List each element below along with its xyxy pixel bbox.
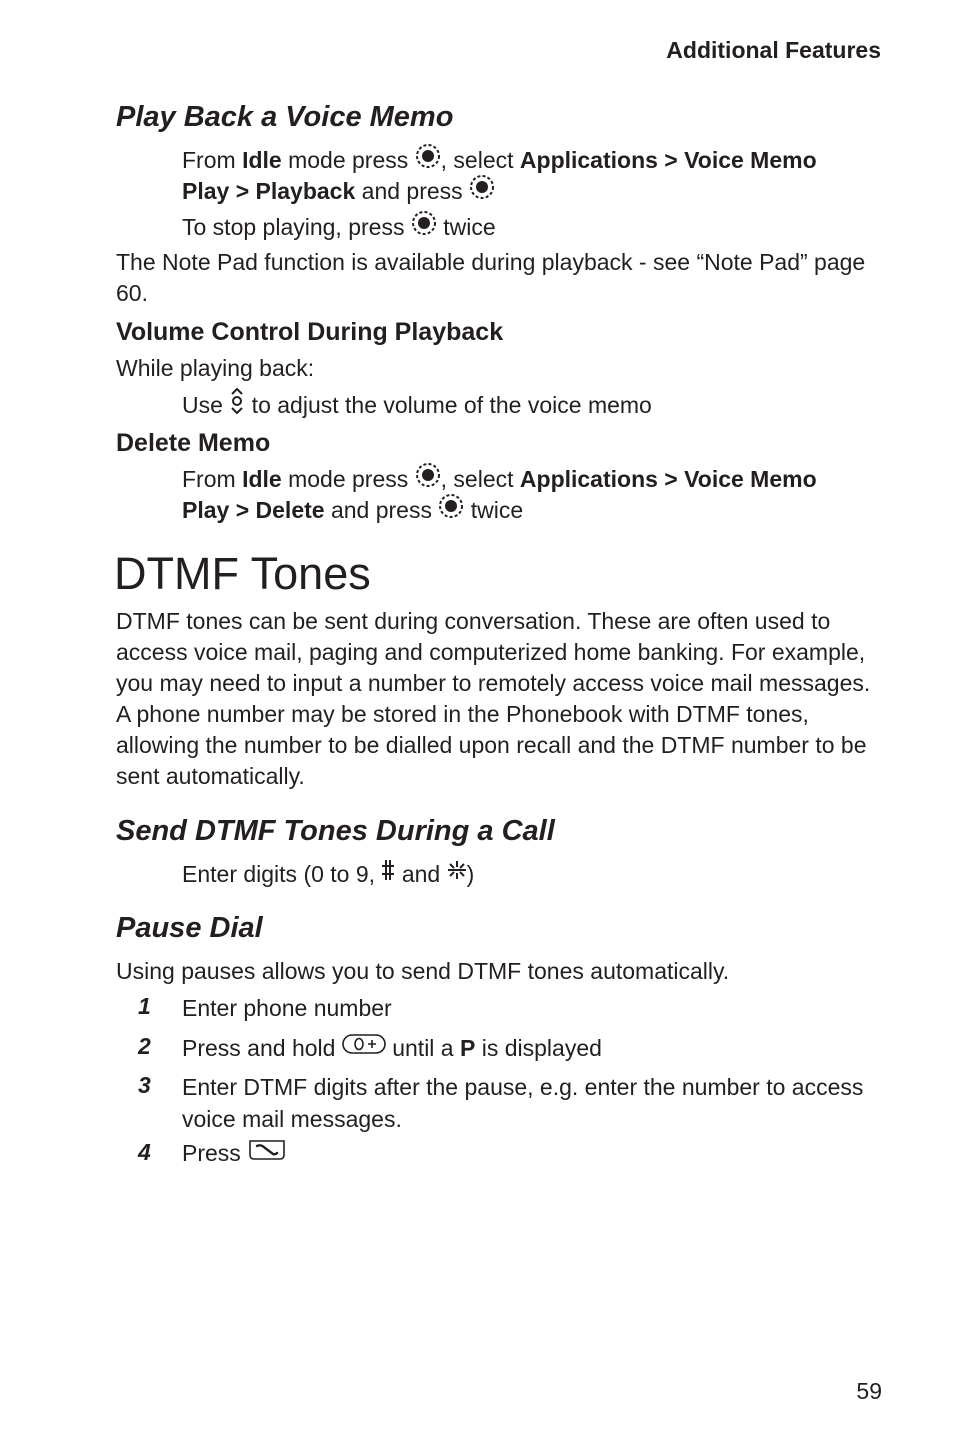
pause-dial-intro: Using pauses allows you to send DTMF tones automatically. — [116, 958, 730, 984]
playback-heading: Play Back a Voice Memo — [116, 101, 454, 133]
pause-dial-heading: Pause Dial — [116, 912, 263, 944]
delete-instruction-line2: Play > Delete and press twice — [182, 495, 902, 529]
dtmf-heading: DTMF Tones — [114, 548, 371, 599]
page-number: 59 — [856, 1378, 882, 1404]
send-dtmf-heading: Send DTMF Tones During a Call — [116, 815, 555, 847]
volume-instruction: Use to adjust the volume of the voice memo — [182, 389, 902, 425]
stop-playing-instruction: To stop playing, press twice — [182, 212, 902, 246]
step-number: 1 — [138, 993, 151, 1019]
star-key-icon — [447, 858, 467, 890]
step-number: 3 — [138, 1072, 151, 1098]
menu-path: Play > Delete — [182, 497, 325, 524]
step-text: Press — [182, 1137, 882, 1172]
step-text: Enter phone number — [182, 995, 392, 1021]
menu-path: Applications > Voice Memo — [519, 147, 817, 174]
zero-key-icon — [342, 1032, 386, 1064]
select-key-icon — [438, 493, 464, 527]
select-key-icon — [415, 143, 441, 177]
step-number: 4 — [138, 1139, 151, 1165]
note-pad-paragraph: The Note Pad function is available during playback - see “Note Pad” page 60. — [116, 249, 866, 306]
select-key-icon — [415, 462, 441, 496]
step-text: Press and hold until a P is displayed — [182, 1032, 882, 1066]
playback-instruction-line2: Play > Playback and press — [182, 176, 902, 210]
select-key-icon — [469, 174, 495, 208]
volume-key-icon — [229, 387, 245, 423]
dtmf-body: DTMF tones can be sent during conversation. These are often used to access voice mail, paging and computerized home banking. For example, you may need to input a number to remotely access voice mail messages. A phone number may be stored in the Phonebook with DTMF tones, allowing the number to be dialled upon recall and the DTMF number to be sent automatically. — [116, 608, 871, 789]
send-dtmf-instruction: Enter digits (0 to 9, and ) — [182, 859, 902, 892]
step-text: Enter DTMF digits after the pause, e.g. enter the number to access voice mail messages. — [182, 1074, 864, 1132]
idle-mode-label: Idle — [242, 147, 282, 174]
select-key-icon — [411, 210, 437, 244]
volume-heading: Volume Control During Playback — [116, 318, 504, 346]
hash-key-icon — [381, 858, 395, 890]
delete-heading: Delete Memo — [116, 429, 271, 457]
volume-intro: While playing back: — [116, 355, 315, 381]
delete-instruction-line1: From Idle mode press , select Applications > Voice Memo — [182, 464, 902, 498]
step-number: 2 — [138, 1033, 151, 1059]
menu-path: Applications > Voice Memo — [519, 466, 817, 493]
running-header: Additional Features — [666, 37, 881, 63]
pause-symbol: P — [459, 1035, 476, 1061]
playback-instruction-line1: From Idle mode press , select Applications > Voice Memo — [182, 145, 902, 179]
send-key-icon — [247, 1136, 287, 1170]
menu-path: Play > Playback — [182, 178, 356, 205]
idle-mode-label: Idle — [242, 466, 282, 493]
